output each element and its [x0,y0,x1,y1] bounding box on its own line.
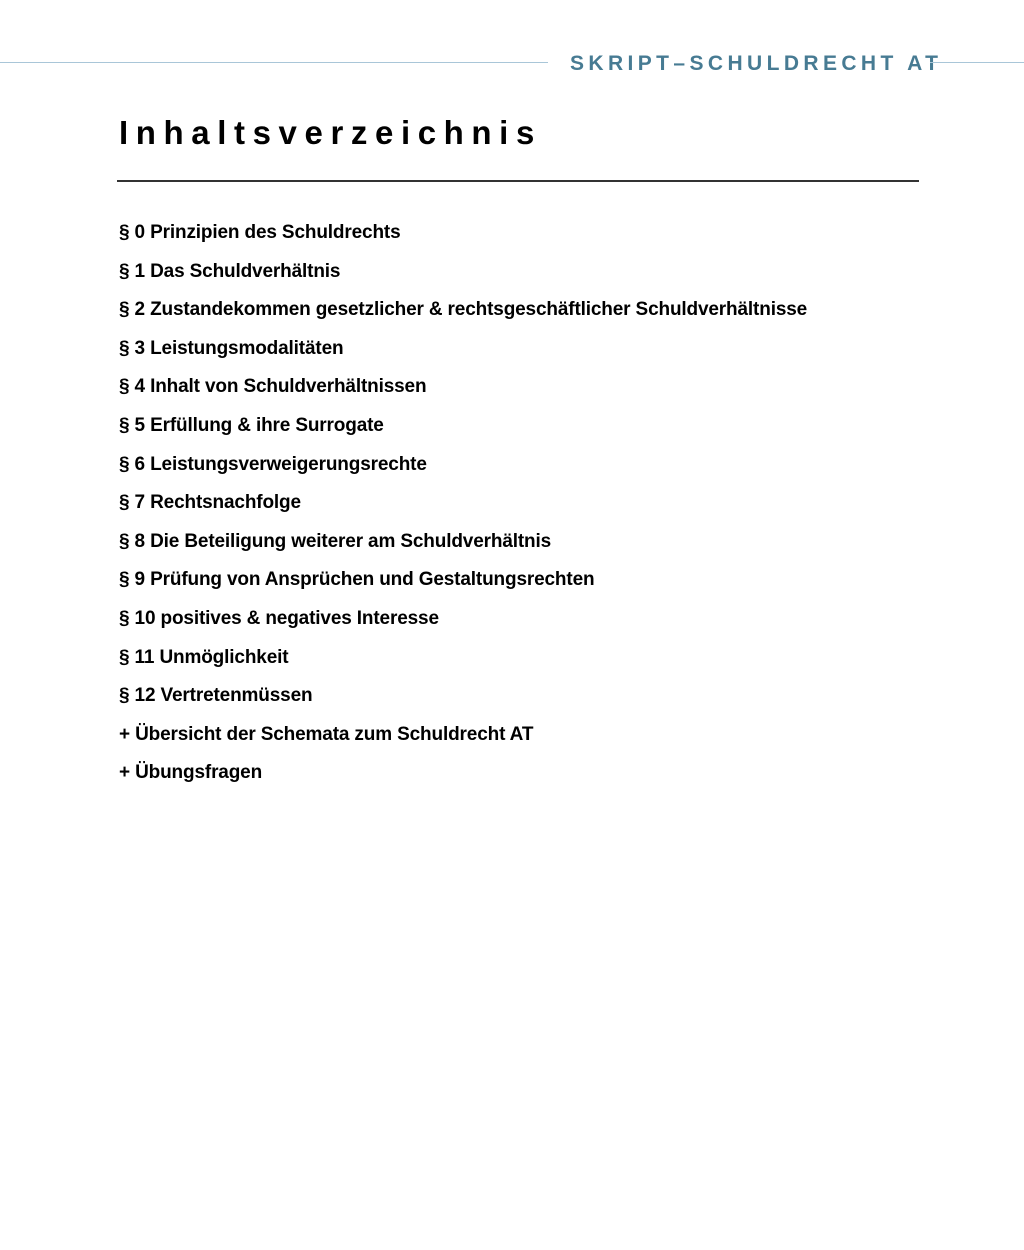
toc-entry-11[interactable]: § 11 Unmöglichkeit [119,646,289,668]
toc-entry-uebungsfragen[interactable]: + Übungsfragen [119,762,263,784]
toc-entry-6[interactable]: § 6 Leistungsverweigerungsrechte [119,453,427,475]
toc-entry-3[interactable]: § 3 Leistungsmodalitäten [119,337,344,359]
header-title: SKRIPT–SCHULDRECHT AT [570,52,943,75]
toc-entry-0[interactable]: § 0 Prinzipien des Schuldrechts [119,222,401,243]
toc-entry-1[interactable]: § 1 Das Schuldverhältnis [119,260,341,282]
toc-entry-4[interactable]: § 4 Inhalt von Schuldverhältnissen [119,376,427,398]
page-title: Inhaltsverzeichnis [119,114,542,151]
toc-entry-9[interactable]: § 9 Prüfung von Ansprüchen und Gestaltungsrechten [119,569,595,591]
toc-entry-schemata[interactable]: + Übersicht der Schemata zum Schuldrecht AT [119,723,534,745]
toc-entry-12[interactable]: § 12 Vertretenmüssen [119,685,313,707]
title-divider [117,180,919,182]
toc-entry-2[interactable]: § 2 Zustandekommen gesetzlicher & rechtsgeschäftlicher Schuldverhältnisse [119,299,808,321]
toc-entry-10[interactable]: § 10 positives & negatives Interesse [119,607,439,629]
header-line-right [930,62,1024,63]
toc-entry-5[interactable]: § 5 Erfüllung & ihre Surrogate [119,414,384,436]
toc-entry-8[interactable]: § 8 Die Beteiligung weiterer am Schuldverhältnis [119,530,552,552]
table-of-contents [119,220,807,799]
header-line-left [0,62,548,63]
running-header [0,48,1024,82]
toc-entry-7[interactable]: § 7 Rechtsnachfolge [119,492,301,514]
